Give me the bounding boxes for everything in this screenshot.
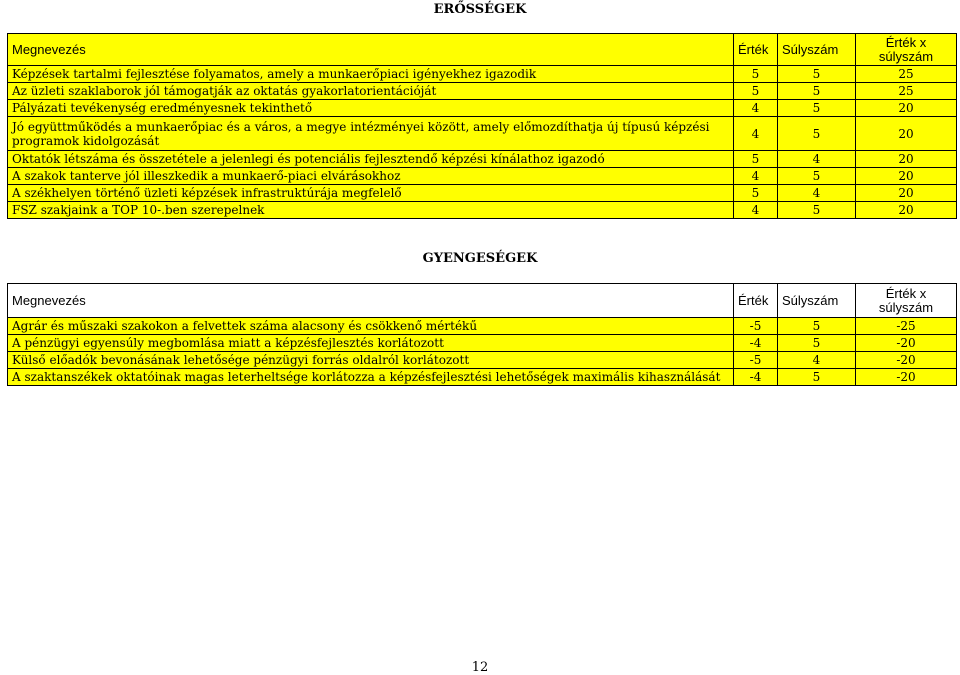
row-weight: 5 bbox=[778, 202, 856, 219]
table-row bbox=[8, 185, 957, 202]
row-weight: 5 bbox=[778, 66, 856, 83]
row-value: 4 bbox=[734, 168, 778, 185]
row-value: -4 bbox=[734, 369, 778, 386]
row-product: -20 bbox=[856, 352, 957, 369]
table-row bbox=[8, 117, 957, 151]
row-weight: 5 bbox=[778, 318, 856, 335]
table-row bbox=[8, 168, 957, 185]
row-name: A székhelyen történő üzleti képzések infrastruktúrája megfelelő bbox=[8, 185, 734, 202]
row-name: A szaktanszékek oktatóinak magas leterheltsége korlátozza a képzésfejlesztési lehetőségek maximális kihasználását bbox=[8, 369, 734, 386]
row-value: 4 bbox=[734, 117, 778, 151]
header-name: Megnevezés bbox=[8, 34, 734, 66]
table-row bbox=[8, 369, 957, 386]
row-name: Jó együttműködés a munkaerőpiac és a város, a megye intézményei között, amely előmozdíthatja új típusú képzési programok kidolgozását bbox=[8, 117, 734, 151]
table-row bbox=[8, 100, 957, 117]
row-weight: 5 bbox=[778, 335, 856, 352]
row-value: 4 bbox=[734, 202, 778, 219]
row-name: Oktatók létszáma és összetétele a jelenlegi és potenciális fejlesztendő képzési kínálathoz igazodó bbox=[8, 151, 734, 168]
row-product: 20 bbox=[856, 151, 957, 168]
row-value: -4 bbox=[734, 335, 778, 352]
row-product: 20 bbox=[856, 168, 957, 185]
row-weight: 5 bbox=[778, 83, 856, 100]
table-row bbox=[8, 151, 957, 168]
row-value: 5 bbox=[734, 185, 778, 202]
row-value: 5 bbox=[734, 151, 778, 168]
row-product: 20 bbox=[856, 117, 957, 151]
row-weight: 5 bbox=[778, 100, 856, 117]
table-row bbox=[8, 66, 957, 83]
row-weight: 4 bbox=[778, 151, 856, 168]
row-product: 20 bbox=[856, 100, 957, 117]
row-product: -25 bbox=[856, 318, 957, 335]
table-row bbox=[8, 318, 957, 335]
row-name: Agrár és műszaki szakokon a felvettek száma alacsony és csökkenő mértékű bbox=[8, 318, 734, 335]
row-weight: 4 bbox=[778, 185, 856, 202]
header-product: Érték x súlyszám bbox=[856, 34, 957, 66]
table-row bbox=[8, 202, 957, 219]
strengths-table bbox=[7, 33, 957, 219]
weaknesses-table bbox=[7, 283, 957, 386]
header-product: Érték x súlyszám bbox=[856, 284, 957, 318]
row-product: 25 bbox=[856, 66, 957, 83]
table-row bbox=[8, 83, 957, 100]
row-product: -20 bbox=[856, 369, 957, 386]
header-value: Érték bbox=[734, 34, 778, 66]
table-row bbox=[8, 335, 957, 352]
page-number: 12 bbox=[471, 660, 489, 675]
table-row bbox=[8, 352, 957, 369]
strengths-title: ERŐSSÉGEK bbox=[433, 2, 527, 17]
row-value: -5 bbox=[734, 318, 778, 335]
row-value: 5 bbox=[734, 83, 778, 100]
header-value: Érték bbox=[734, 284, 778, 318]
row-name: Képzések tartalmi fejlesztése folyamatos, amely a munkaerőpiaci igényekhez igazodik bbox=[8, 66, 734, 83]
row-name: Pályázati tevékenység eredményesnek tekinthető bbox=[8, 100, 734, 117]
row-name: Külső előadók bevonásának lehetősége pénzügyi forrás oldalról korlátozott bbox=[8, 352, 734, 369]
row-name: FSZ szakjaink a TOP 10-.ben szerepelnek bbox=[8, 202, 734, 219]
row-name: Az üzleti szaklaborok jól támogatják az oktatás gyakorlatorientációját bbox=[8, 83, 734, 100]
header-name: Megnevezés bbox=[8, 284, 734, 318]
row-value: 5 bbox=[734, 66, 778, 83]
row-weight: 5 bbox=[778, 369, 856, 386]
row-weight: 5 bbox=[778, 168, 856, 185]
header-weight: Súlyszám bbox=[778, 284, 856, 318]
row-weight: 5 bbox=[778, 117, 856, 151]
row-value: -5 bbox=[734, 352, 778, 369]
weaknesses-title: GYENGESÉGEK bbox=[422, 251, 538, 266]
row-name: A szakok tanterve jól illeszkedik a munkaerő-piaci elvárásokhoz bbox=[8, 168, 734, 185]
header-weight: Súlyszám bbox=[778, 34, 856, 66]
row-product: 20 bbox=[856, 202, 957, 219]
row-weight: 4 bbox=[778, 352, 856, 369]
row-name: A pénzügyi egyensúly megbomlása miatt a képzésfejlesztés korlátozott bbox=[8, 335, 734, 352]
row-product: 25 bbox=[856, 83, 957, 100]
row-product: -20 bbox=[856, 335, 957, 352]
row-product: 20 bbox=[856, 185, 957, 202]
row-value: 4 bbox=[734, 100, 778, 117]
